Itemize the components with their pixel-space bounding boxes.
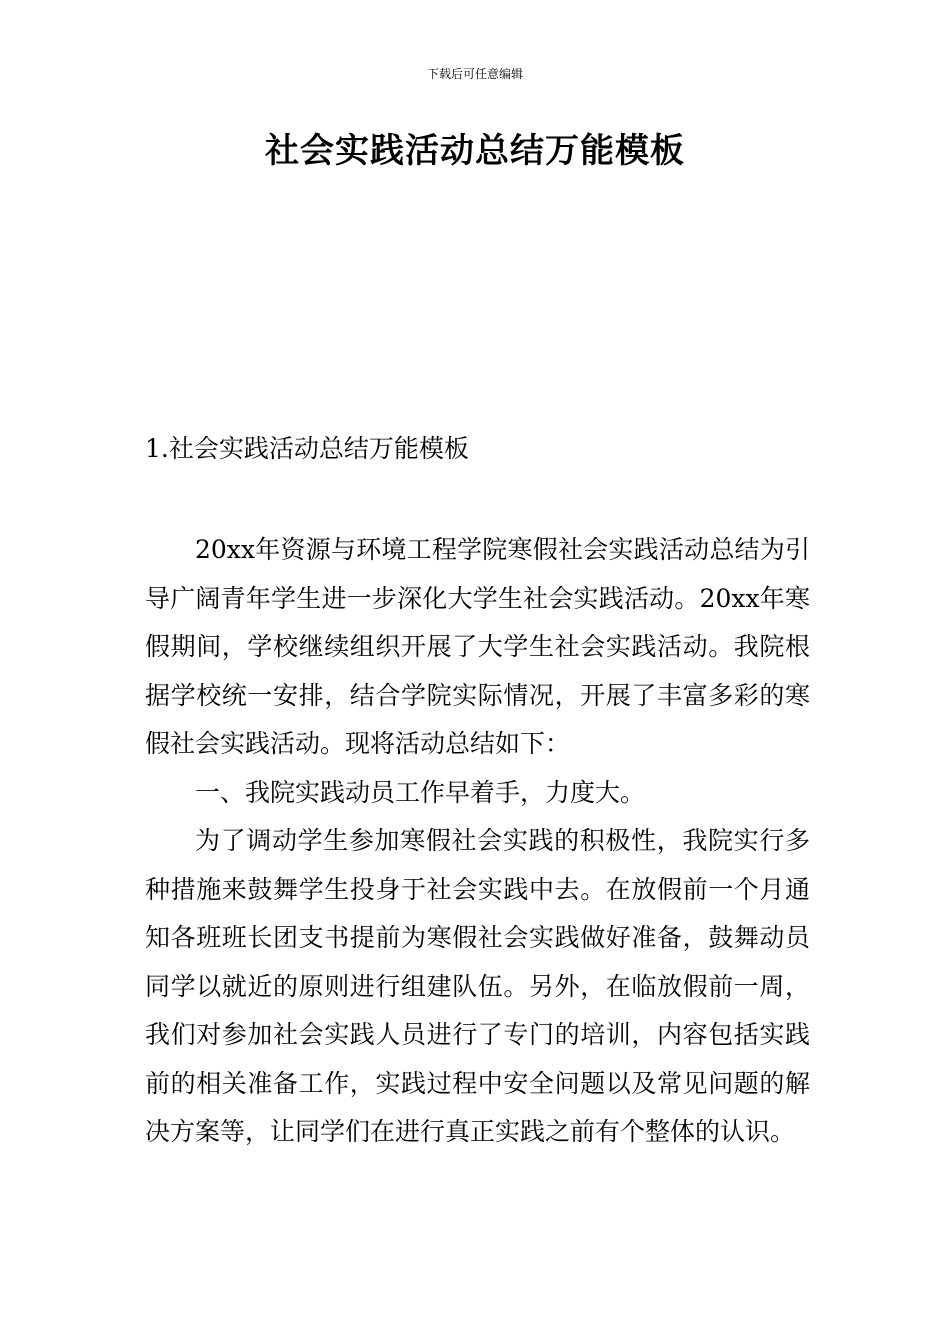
header-note: 下载后可任意编辑 [426, 67, 523, 81]
document-title: 社会实践活动总结万能模板 [265, 131, 685, 171]
paragraph-point-one: 一、我院实践动员工作早着手，力度大。 [195, 777, 646, 807]
section-heading: 1.社会实践活动总结万能模板 [145, 434, 469, 463]
paragraph-intro: 20xx年资源与环境工程学院寒假社会实践活动总结为引导广阔青年学生进一步深化大学生社会实践活动。20xx年寒假期间，学校继续组织开展了大学生社会实践活动。我院根据学校统一安排，结合学院实际情况，开展了丰富多彩的寒假社会实践活动。现将活动总结如下： [145, 535, 810, 758]
paragraph-mobilization: 为了调动学生参加寒假社会实践的积极性，我院实行多种措施来鼓舞学生投身于社会实践中去。在放假前一个月通知各班班长团支书提前为寒假社会实践做好准备，鼓舞动员同学以就近的原则进行组建队伍。另外，在临放假前一周，我们对参加社会实践人员进行了专门的培训，内容包括实践前的相关准备工作，实践过程中安全问题以及常见问题的解决方案等，让同学们在进行真正实践之前有个整体的认识。 [145, 826, 810, 1146]
body-text [145, 526, 810, 1157]
